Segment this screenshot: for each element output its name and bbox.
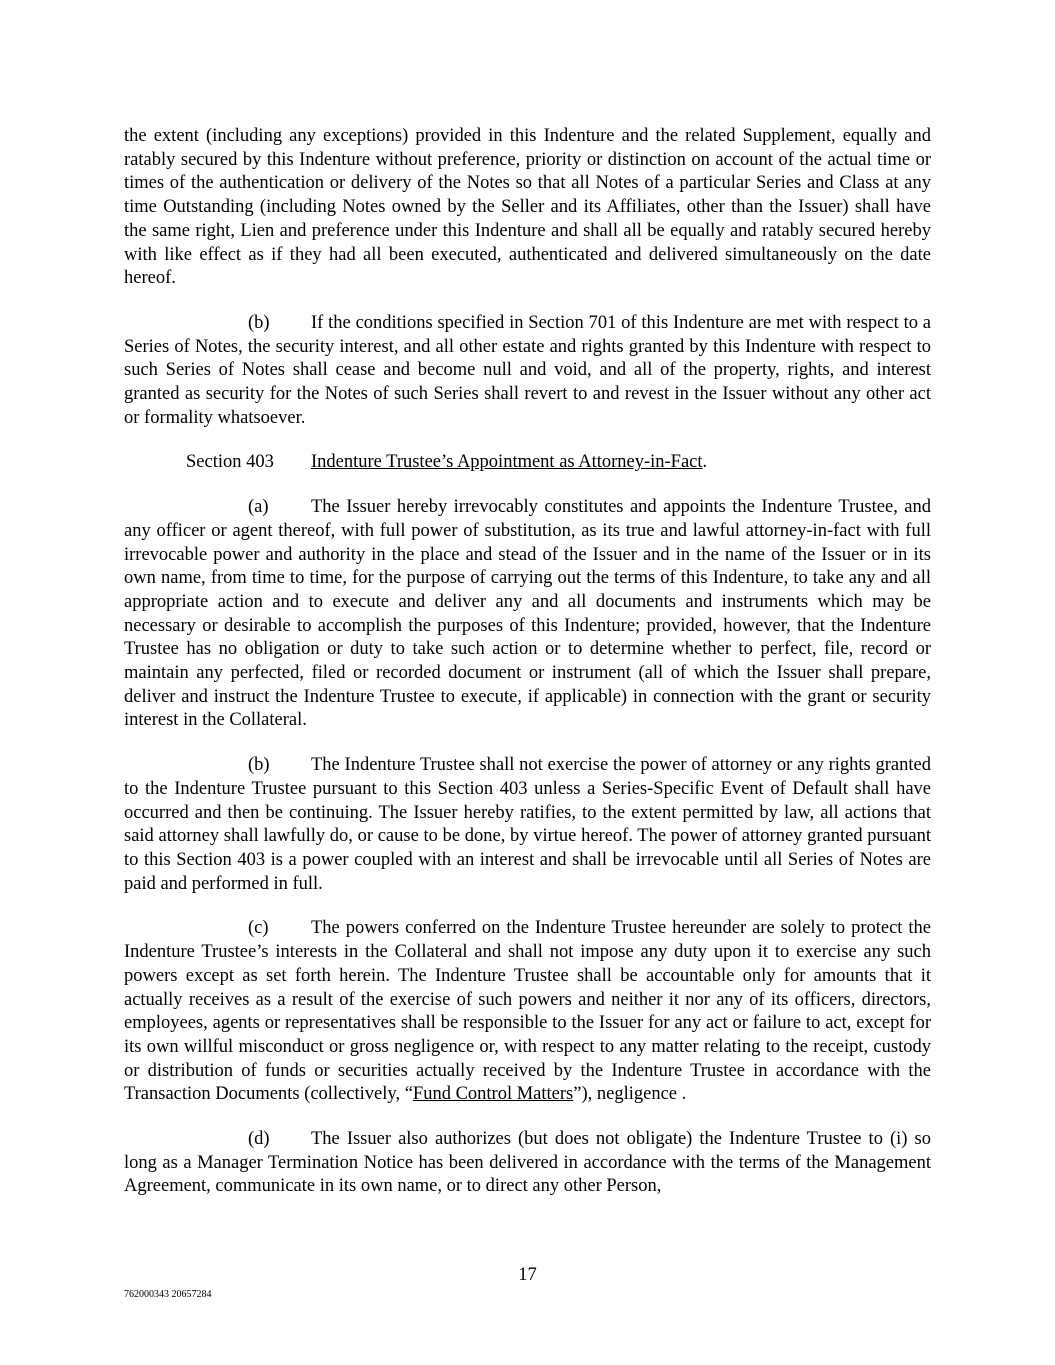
paragraph-text: The Issuer hereby irrevocably constitutes and appoints the Indenture Trustee, and any officer or agent thereof, with full power of substitution, as its true and lawful attorney-in-fact with full irrevocable power and authority in the place and stead of the Issuer and in the name of the Issuer or in its own name, from time to time, for the purpose of carrying out the terms of this Indenture, to take any and all appropriate action and to execute and deliver any and all documents and instruments which may be necessary or desirable to accomplish the purposes of this Indenture; provided, however, that the Indenture Trustee has no obligation or duty to take such action or to determine whether to perfect, file, record or maintain any perfected, filed or recorded document or instrument (all of which the Issuer shall prepare, deliver and instruct the Indenture Trustee to execute, if applicable) in connection with the grant or security interest in the Collateral. <box>124 497 931 731</box>
defined-term: Fund Control Matters <box>412 1084 574 1105</box>
paragraph-continued <box>124 125 931 291</box>
page-number: 17 <box>518 1265 537 1285</box>
paragraph-403c <box>124 917 931 1107</box>
paragraph-text: If the conditions specified in Section 701 of this Indenture are met with respect to a Series of Notes, the security interest, and all other estate and rights granted by this Indenture with respect to such Series of Notes shall cease and become null and void, and all of the property, rights, and interest granted as security for the Notes of such Series shall revert to and revest in the Issuer without any other act or formality whatsoever. <box>124 312 931 428</box>
paragraph-403b <box>124 754 931 896</box>
section-number: Section 403 <box>186 452 274 473</box>
paragraph-label: (c) <box>248 918 269 939</box>
paragraph-text: the extent (including any exceptions) provided in this Indenture and the related Supplement, equally and ratably secured by this Indenture without preference, priority or distinction on account of the actual time or times of the authentication or delivery of the Notes so that all Notes of a particular Series and Class at any time Outstanding (including Notes owned by the Seller and its Affiliates, other than the Issuer) shall have the same right, Lien and preference under this Indenture and shall all be equally and ratably secured hereby with like effect as if they had all been executed, authenticated and delivered simultaneously on the date hereof. <box>124 126 931 289</box>
paragraph-text: The powers conferred on the Indenture Trustee hereunder are solely to protect the Indenture Trustee’s interests in the Collateral and shall not impose any duty upon it to exercise any such powers except as set forth herein. The Indenture Trustee shall be accountable only for amounts that it actually receives as a result of the exercise of such powers and neither it nor any of its officers, directors, employees, agents or representatives shall be responsible to the Issuer for any act or failure to act, except for its own willful misconduct or gross negligence or, with respect to any matter relating to the receipt, custody or distribution of funds or securities actually received by the Indenture Trustee in accordance with the Transaction Documents (collectively, “ <box>124 918 931 1105</box>
paragraph-text: The Indenture Trustee shall not exercise the power of attorney or any rights granted to the Indenture Trustee pursuant to this Section 403 unless a Series-Specific Event of Default shall have occurred and then be continuing. The Issuer hereby ratifies, to the extent permitted by law, all actions that said attorney shall lawfully do, or cause to be done, by virtue hereof. The power of attorney granted pursuant to this Section 403 is a power coupled with an interest and shall be irrevocable until all Series of Notes are paid and performed in full. <box>124 755 931 894</box>
paragraph-label: (b) <box>248 312 270 333</box>
document-body <box>124 125 931 1220</box>
paragraph-label: (a) <box>248 497 269 518</box>
paragraph-403a <box>124 496 931 733</box>
paragraph-text-end: ”), negligence . <box>573 1084 687 1105</box>
paragraph-label: (d) <box>248 1129 270 1150</box>
section-title: Indenture Trustee’s Appointment as Attorney-in-Fact <box>311 452 703 473</box>
paragraph-text: The Issuer also authorizes (but does not obligate) the Indenture Trustee to (i) so long as a Manager Termination Notice has been delivered in accordance with the terms of the Management Agreement, communicate in its own name, or to direct any other Person, <box>124 1129 931 1197</box>
section-heading-403 <box>186 451 931 475</box>
section-title-end: . <box>702 452 708 473</box>
paragraph-403d <box>124 1128 931 1199</box>
paragraph-402b <box>124 312 931 431</box>
document-id: 762000343 20657284 <box>124 1289 212 1300</box>
paragraph-label: (b) <box>248 755 270 776</box>
